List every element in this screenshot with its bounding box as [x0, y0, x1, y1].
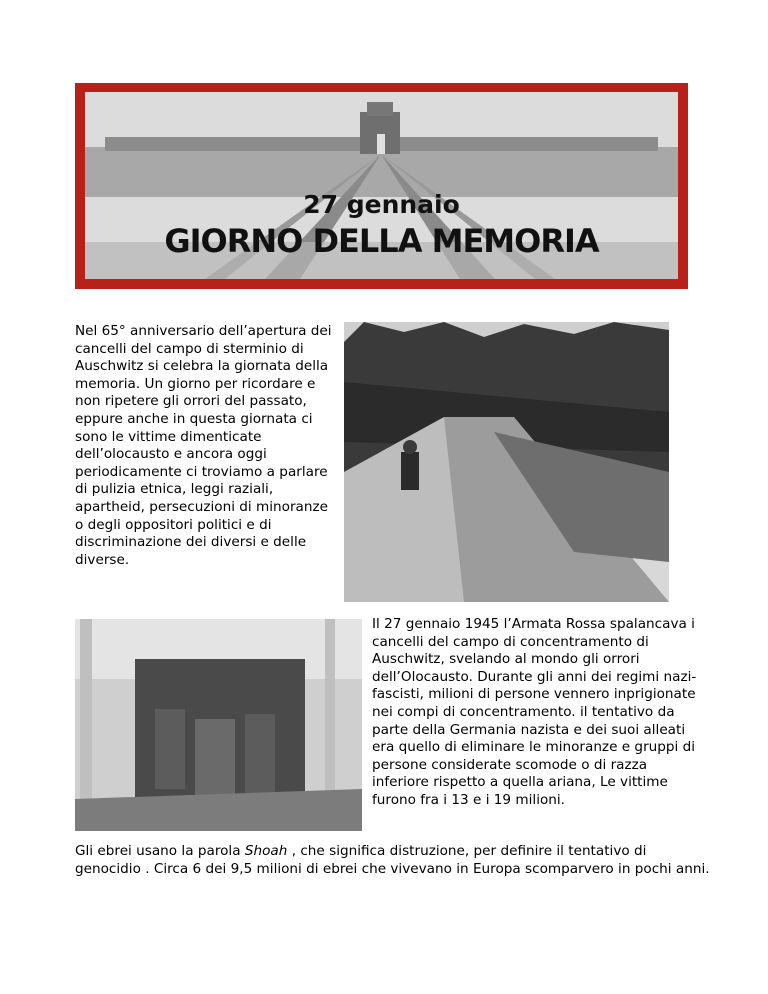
- banner-image: [85, 92, 678, 279]
- shoah-text-after: , che significa distruzione, per definire il tentativo di genocidio . Circa 6 dei 9,5 milioni di ebrei che vivevano in Europa scomparvero in pochi anni.: [75, 843, 710, 877]
- history-paragraph: Il 27 gennaio 1945 l’Armata Rossa spalancava i cancelli del campo di concentramento di Auschwitz, svelando al mondo gli orrori dell’Olocausto. Durante gli anni dei regimi nazi-fascisti, milioni di persone vennero inprigionate nei compi di concentramento. il tentativo da parte della Germania nazista e dei suoi alleati era quello di eliminare le minoranze e gruppi di persone considerate scomode o di razza inferiore rispetto a quella ariana, Le vittime furono fra i 13 e i 19 milioni.: [372, 616, 697, 808]
- header-banner: [75, 83, 688, 289]
- shoah-text-before: Gli ebrei usano la parola: [75, 843, 245, 859]
- prisoners-behind-fence-photo: [75, 619, 362, 831]
- shoah-paragraph: [75, 843, 715, 878]
- shoah-word: Shoah: [244, 843, 288, 859]
- intro-paragraph: Nel 65° anniversario dell’apertura dei cancelli del campo di sterminio di Auschwitz si celebra la giornata della memoria. Un giorno per ricordare e non ripetere gli orrori del passato, eppure anche in questa giornata ci sono le vittime dimenticate dell’olocausto e ancora oggi periodicamente ci troviamo a parlare di pulizia etnica, leggi raziali, apartheid, persecuzioni di minoranze o degli oppositori politici e di discriminazione dei diversi e delle diverse.: [75, 323, 332, 568]
- banner-date: 27 gennaio: [303, 190, 460, 219]
- child-walking-road-photo: [344, 322, 669, 602]
- banner-title: GIORNO DELLA MEMORIA: [164, 222, 599, 260]
